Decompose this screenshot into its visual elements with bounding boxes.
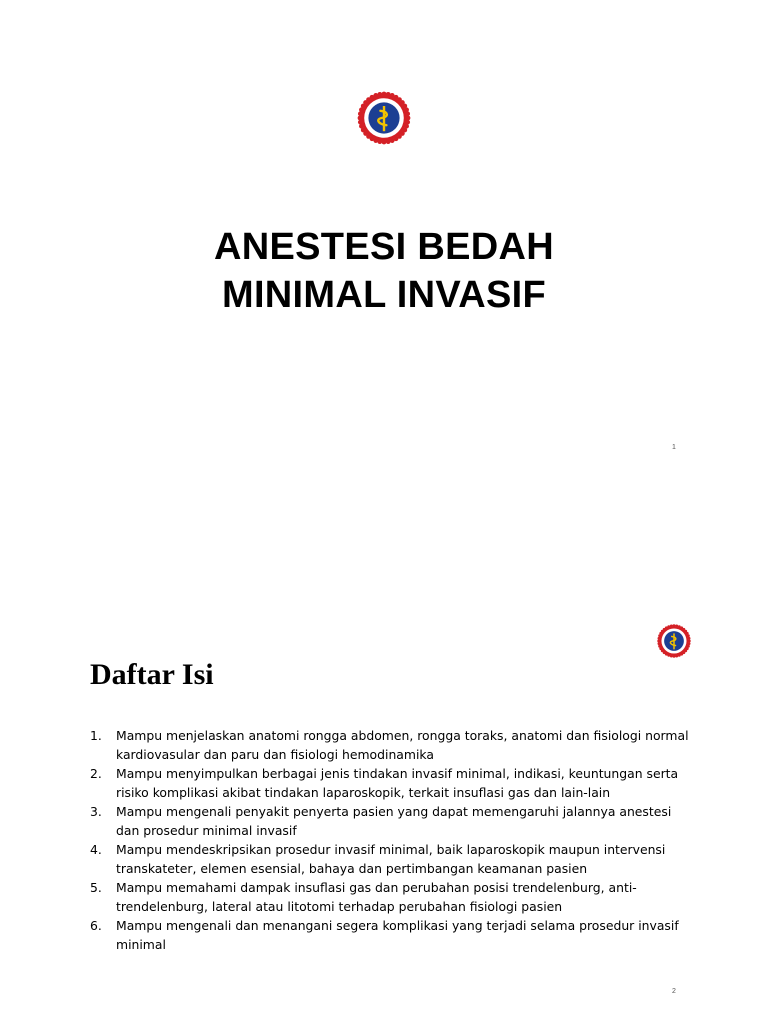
toc-item: [90, 916, 690, 954]
medical-emblem-icon: [354, 88, 414, 148]
medical-emblem-icon: [655, 622, 693, 660]
toc-item-text: Mampu menjelaskan anatomi rongga abdomen, rongga toraks, anatomi dan fisiologi normal kardiovasular dan paru dan fisiologi hemodinamika: [116, 728, 689, 762]
page-number: 2: [672, 988, 676, 995]
section-heading: Daftar Isi: [90, 658, 214, 691]
toc-item: [90, 802, 690, 840]
table-of-contents: [90, 726, 690, 954]
toc-item-text: Mampu menyimpulkan berbagai jenis tindakan invasif minimal, indikasi, keuntungan serta risiko komplikasi akibat tindakan laparoskopik, terkait insuflasi gas dan lain-lain: [116, 766, 679, 800]
toc-item-text: Mampu memahami dampak insuflasi gas dan perubahan posisi trendelenburg, anti-trendelenburg, lateral atau litotomi terhadap perubahan fisiologi pasien: [116, 880, 637, 914]
page-title: [0, 223, 768, 319]
toc-item-number: 3.: [90, 804, 102, 819]
toc-item-text: Mampu mengenali penyakit penyerta pasien yang dapat memengaruhi jalannya anestesi dan prosedur minimal invasif: [116, 804, 672, 838]
toc-item: [90, 764, 690, 802]
toc-item-number: 6.: [90, 918, 102, 933]
toc-item-text: Mampu mendeskripsikan prosedur invasif minimal, baik laparoskopik maupun intervensi transkateter, elemen esensial, bahaya dan pertimbangan keamanan pasien: [116, 842, 666, 876]
toc-item: [90, 878, 690, 916]
page-number: 1: [672, 444, 676, 451]
slide-2: [0, 512, 768, 1024]
title-line-1: ANESTESI BEDAH: [214, 226, 554, 268]
title-line-2: MINIMAL INVASIF: [222, 274, 546, 316]
toc-item-number: 5.: [90, 880, 102, 895]
toc-item: [90, 840, 690, 878]
toc-item-number: 1.: [90, 728, 102, 743]
toc-item: [90, 726, 690, 764]
toc-item-text: Mampu mengenali dan menangani segera komplikasi yang terjadi selama prosedur invasif minimal: [116, 918, 679, 952]
toc-item-number: 2.: [90, 766, 102, 781]
toc-item-number: 4.: [90, 842, 102, 857]
